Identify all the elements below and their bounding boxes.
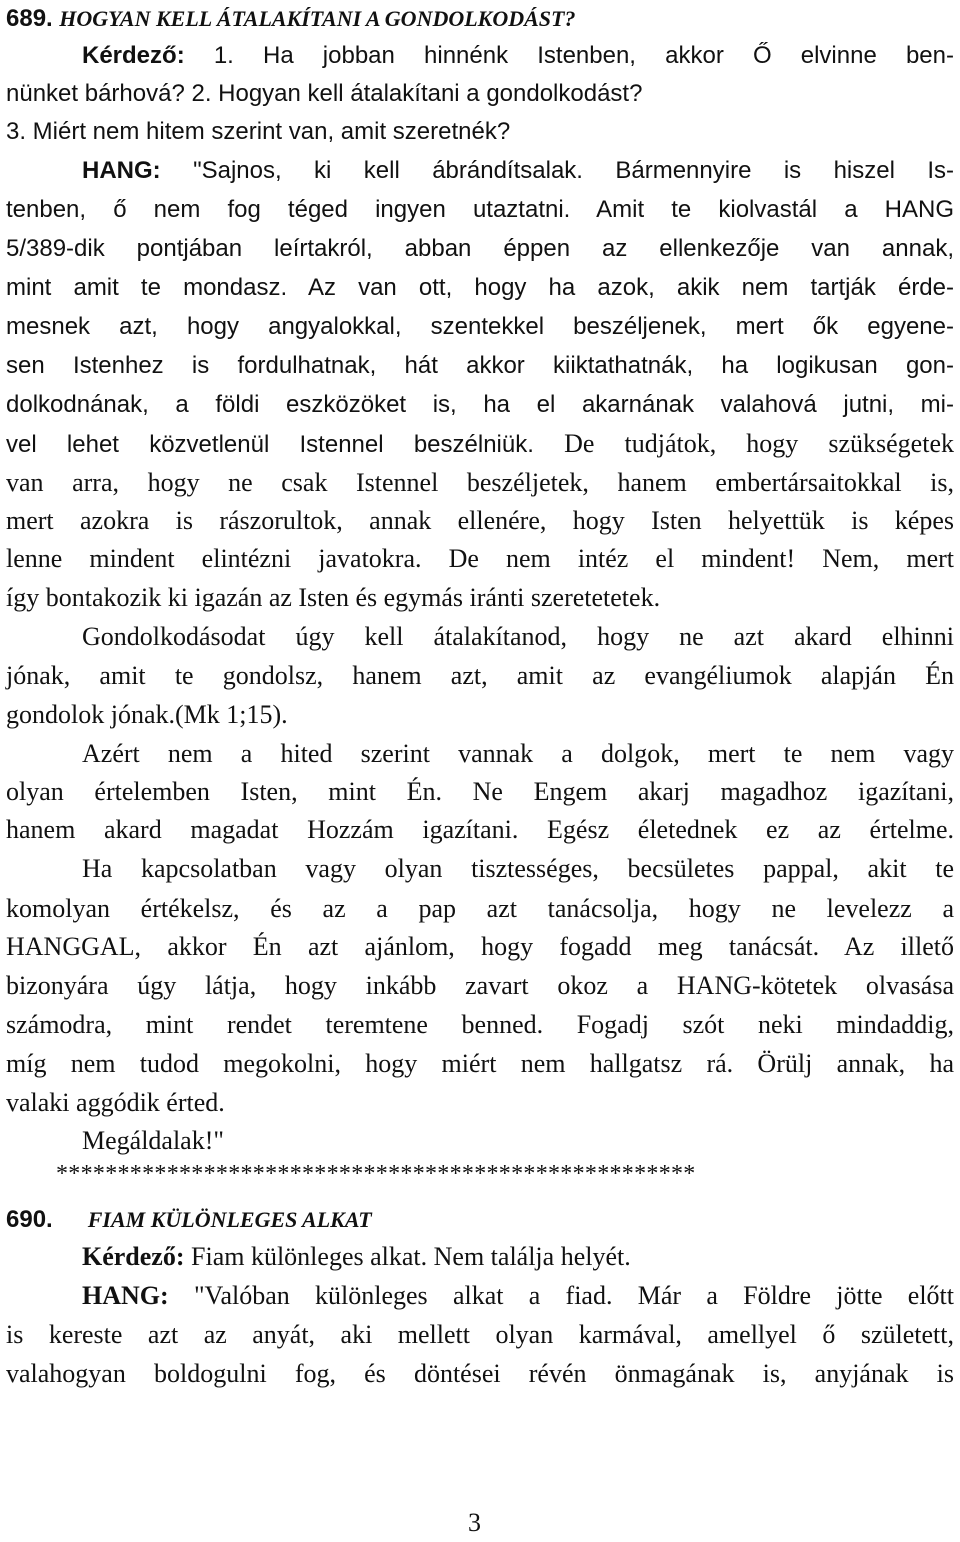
- text-line: mert azokra is rászorultok, annak ellenére, hogy Isten helyettük is képes: [6, 506, 954, 535]
- text-line: [6, 272, 954, 304]
- text-line: [82, 1241, 631, 1273]
- speaker-label: HANG:: [82, 1281, 169, 1310]
- text-span: vel lehet közvetlenül Istennel beszélniük.: [6, 431, 565, 458]
- text-span: De tudjátok, hogy szükségetek: [564, 429, 954, 458]
- text-line: komolyan értékelsz, és az a pap azt tanácsolja, hogy ne levelezz a: [6, 894, 954, 923]
- speaker-label: HANG:: [82, 157, 161, 184]
- page-number: 3: [468, 1508, 481, 1537]
- section-689-heading: [6, 2, 575, 35]
- text-line: van arra, hogy ne csak Istennel beszéljetek, hanem embertársaitokkal is,: [6, 468, 954, 497]
- section-690-heading: [6, 1203, 372, 1236]
- text-line: jónak, amit te gondolsz, hanem azt, amit az evangéliumok alapján Én: [6, 661, 954, 690]
- section-title: HOGYAN KELL ÁTALAKÍTANI A GONDOLKODÁST?: [59, 6, 576, 31]
- text-line: [82, 40, 954, 72]
- text-line: valaki aggódik érted.: [6, 1088, 225, 1117]
- text-line: számodra, mint rendet teremtene benned. Fogadj szót neki mindaddig,: [6, 1010, 954, 1039]
- text-span: Fiam különleges alkat. Nem találja helyét.: [184, 1242, 631, 1271]
- text-line: Azért nem a hited szerint vannak a dolgok, mert te nem vagy: [82, 739, 954, 768]
- speaker-label: Kérdező:: [82, 42, 185, 69]
- text-line: nünket bárhová? 2. Hogyan kell átalakítani a gondolkodást?: [6, 80, 643, 107]
- text-line: is kereste azt az anyát, aki mellett olyan karmával, amellyel ő született,: [6, 1320, 954, 1349]
- section-number: 690.: [6, 1206, 53, 1233]
- text-line: valahogyan boldogulni fog, és döntései révén önmagának is, anyjának is: [6, 1359, 954, 1388]
- section-title: FIAM KÜLÖNLEGES ALKAT: [87, 1207, 372, 1232]
- text-line: 5/389-dik pontjában leírtakról, abban éppen az ellenkezője van annak,: [6, 235, 954, 262]
- text-line: lenne mindent elintézni javatokra. De nem intéz el mindent! Nem, mert: [6, 544, 954, 573]
- text-line: [82, 1280, 954, 1312]
- text-line: Gondolkodásodat úgy kell átalakítanod, hogy ne azt akard elhinni: [82, 622, 954, 651]
- text-line: gondolok jónak.(Mk 1;15).: [6, 700, 288, 729]
- text-line: így bontakozik ki igazán az Isten és egymás iránti szeretetetek.: [6, 583, 661, 612]
- text-line: sen Istenhez is fordulhatnak, hát akkor kiiktathatnák, ha logikusan gon-: [6, 352, 954, 379]
- text-line: 3. Miért nem hitem szerint van, amit szeretnék?: [6, 118, 511, 145]
- text-span: "Valóban különleges alkat a fiad. Már a Földre jötte előtt: [168, 1281, 954, 1310]
- text-line: hanem akard magadat Hozzám igazítani. Egész életednek ez az értelme.: [6, 815, 954, 844]
- text-line: [82, 155, 954, 187]
- text-span: Amit te kiolvastál a HANG: [596, 196, 954, 223]
- text-span: mint amit te mondasz.: [6, 274, 308, 301]
- speaker-label: Kérdező:: [82, 1242, 185, 1271]
- text-line: [6, 428, 954, 461]
- text-span: tenben, ő nem fog téged ingyen utaztatni.: [6, 196, 597, 223]
- text-line: Megáldalak!": [82, 1126, 224, 1155]
- text-span: Az van ott, hogy ha azok, akik nem tartják érde-: [307, 274, 954, 301]
- text-line: míg nem tudod megokolni, hogy miért nem hallgatsz rá. Örülj annak, ha: [6, 1049, 954, 1078]
- section-number: 689.: [6, 5, 53, 32]
- text-line: olyan értelemben Isten, mint Én. Ne Engem akarj magadhoz igazítani,: [6, 777, 954, 806]
- text-line: HANGGAL, akkor Én azt ajánlom, hogy fogadd meg tanácsát. Az illető: [6, 932, 954, 961]
- text-span: "Sajnos, ki kell ábrándítsalak. Bármennyire is hiszel Is-: [160, 157, 954, 184]
- text-line: [6, 194, 954, 226]
- text-line: mesnek azt, hogy angyalokkal, szentekkel beszéljenek, mert ők egyene-: [6, 313, 954, 340]
- text-line: bizonyára úgy látja, hogy inkább zavart okoz a HANG-kötetek olvasása: [6, 971, 954, 1000]
- separator-stars: ****************************************************: [56, 1161, 696, 1187]
- text-line: Ha kapcsolatban vagy olyan tisztességes, becsületes pappal, akit te: [82, 854, 954, 883]
- text-line: dolkodnának, a földi eszközöket is, ha el akarnának valahová jutni, mi-: [6, 391, 954, 418]
- text-span: 1. Ha jobban hinnénk Istenben, akkor Ő elvinne ben-: [184, 42, 954, 69]
